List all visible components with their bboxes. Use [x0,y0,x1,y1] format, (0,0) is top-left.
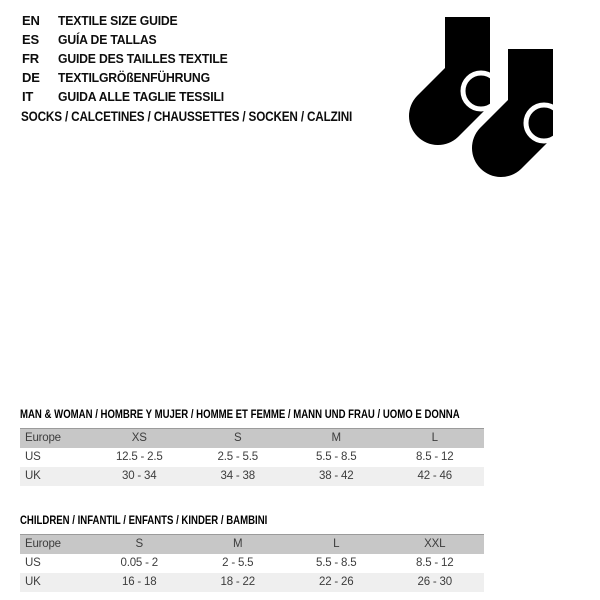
language-row-en [22,11,238,30]
table-row-uk [20,467,484,486]
language-code: ES [22,32,39,47]
header-cell-size: L [333,538,340,551]
size-value: 5.5 - 8.5 [316,451,357,463]
table-row-uk [20,573,484,592]
socks-icon [400,0,600,190]
header-cell-size: L [431,432,438,445]
row-label: US [25,451,41,463]
children-table-grid [20,534,484,592]
table-header-row [20,535,484,554]
header-cell-size: XXL [424,538,446,551]
language-row-es [22,30,238,49]
language-code: EN [22,13,40,28]
size-value: 18 - 22 [220,576,255,588]
row-label: UK [25,576,41,588]
size-value: 0.05 - 2 [120,557,158,569]
size-value: 5.5 - 8.5 [316,557,357,569]
size-value: 16 - 18 [122,576,157,588]
man-woman-table-title: MAN & WOMAN / HOMBRE Y MUJER / HOMME ET FEMME / MANN UND FRAU / UOMO E DONNA [20,407,460,421]
language-title-block [22,11,238,106]
size-value: 42 - 46 [417,470,452,482]
size-value: 2.5 - 5.5 [217,451,258,463]
size-value: 22 - 26 [319,576,354,588]
size-value: 2 - 5.5 [222,557,254,569]
table-header-row [20,429,484,448]
header-cell-region: Europe [25,538,61,551]
header-cell-size: XS [131,432,147,445]
size-value: 38 - 42 [319,470,354,482]
table-row-us [20,554,484,573]
size-value: 30 - 34 [122,470,157,482]
header-cell-size: S [135,538,143,551]
language-row-de [22,68,238,87]
language-title: GUIDE DES TAILLES TEXTILE [58,51,228,66]
language-code: DE [22,70,40,85]
header-cell-size: S [234,432,242,445]
children-table-title: CHILDREN / INFANTIL / ENFANTS / KINDER / BAMBINI [20,513,268,527]
size-value: 12.5 - 2.5 [115,451,163,463]
table-row-us [20,448,484,467]
language-code: FR [22,51,39,66]
children-size-table [20,514,484,592]
language-title: GUIDA ALLE TAGLIE TESSILI [58,89,224,104]
header-cell-region: Europe [25,432,61,445]
header-cell-size: M [233,538,243,551]
language-title: GUÍA DE TALLAS [58,32,157,47]
size-value: 26 - 30 [417,576,452,588]
language-title: TEXTILGRÖßENFÜHRUNG [58,70,210,85]
size-value: 8.5 - 12 [416,451,454,463]
header-cell-size: M [331,432,341,445]
language-row-fr [22,49,238,68]
size-value: 8.5 - 12 [416,557,454,569]
product-line-subtitle: SOCKS / CALCETINES / CHAUSSETTES / SOCKEN / CALZINI [21,109,353,124]
row-label: US [25,557,41,569]
size-value: 34 - 38 [220,470,255,482]
row-label: UK [25,470,41,482]
language-row-it [22,87,238,106]
man-woman-table-grid [20,428,484,486]
language-title: TEXTILE SIZE GUIDE [58,13,178,28]
language-code: IT [22,89,34,104]
man-woman-size-table [20,408,484,486]
